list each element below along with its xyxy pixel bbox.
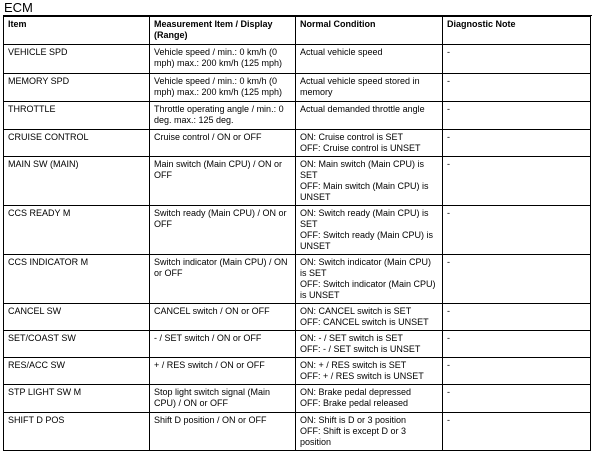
normal-condition-cell (296, 130, 443, 157)
condition-line: ON: Main switch (Main CPU) is SET (300, 159, 425, 180)
condition-line: ON: Switch indicator (Main CPU) is SET (300, 257, 432, 278)
diagnostic-note-cell: - (443, 255, 591, 304)
section-title: ECM (4, 0, 33, 15)
normal-condition-cell (296, 206, 443, 255)
condition-line: ON: Cruise control is SET (300, 132, 404, 142)
measurement-cell: Switch indicator (Main CPU) / ON or OFF (150, 255, 296, 304)
measurement-cell: Vehicle speed / min.: 0 km/h (0 mph) max.: 200 km/h (125 mph) (150, 45, 296, 74)
item-cell: VEHICLE SPD (4, 45, 150, 74)
condition-line: Actual vehicle speed stored in memory (300, 76, 420, 97)
column-header-diagnostic-note: Diagnostic Note (443, 17, 591, 45)
table-row (4, 413, 591, 451)
measurement-cell: Throttle operating angle / min.: 0 deg. max.: 125 deg. (150, 102, 296, 130)
condition-line: ON: Brake pedal depressed (300, 387, 412, 397)
condition-line: ON: Switch ready (Main CPU) is SET (300, 208, 429, 229)
diagnostic-note-cell: - (443, 157, 591, 206)
measurement-cell: CANCEL switch / ON or OFF (150, 304, 296, 331)
condition-line: OFF: + / RES switch is UNSET (300, 371, 424, 381)
normal-condition-cell (296, 157, 443, 206)
condition-line: OFF: Cruise control is UNSET (300, 143, 421, 153)
item-cell: SET/COAST SW (4, 331, 150, 358)
measurement-cell: Switch ready (Main CPU) / ON or OFF (150, 206, 296, 255)
table-row (4, 130, 591, 157)
condition-line: OFF: Main switch (Main CPU) is UNSET (300, 181, 429, 202)
condition-line: OFF: Switch ready (Main CPU) is UNSET (300, 230, 434, 251)
normal-condition-cell (296, 304, 443, 331)
condition-line: ON: + / RES switch is SET (300, 360, 407, 370)
measurement-cell: Main switch (Main CPU) / ON or OFF (150, 157, 296, 206)
condition-line: OFF: Switch indicator (Main CPU) is UNSET (300, 279, 436, 300)
item-cell: CCS READY M (4, 206, 150, 255)
measurement-cell: + / RES switch / ON or OFF (150, 358, 296, 385)
table-row (4, 385, 591, 413)
condition-line: Actual vehicle speed (300, 47, 383, 57)
diagnostic-note-cell: - (443, 74, 591, 102)
normal-condition-cell (296, 74, 443, 102)
table-row (4, 206, 591, 255)
table-header-row (4, 17, 591, 45)
item-cell: MAIN SW (MAIN) (4, 157, 150, 206)
ecm-data-table (3, 16, 591, 451)
condition-line: OFF: CANCEL switch is UNSET (300, 317, 429, 327)
table-row (4, 45, 591, 74)
diagnostic-note-cell: - (443, 331, 591, 358)
measurement-cell: Stop light switch signal (Main CPU) / ON or OFF (150, 385, 296, 413)
condition-line: OFF: Shift is except D or 3 position (300, 426, 407, 447)
measurement-cell: - / SET switch / ON or OFF (150, 331, 296, 358)
normal-condition-cell (296, 385, 443, 413)
normal-condition-cell (296, 102, 443, 130)
item-cell: MEMORY SPD (4, 74, 150, 102)
measurement-cell: Vehicle speed / min.: 0 km/h (0 mph) max.: 200 km/h (125 mph) (150, 74, 296, 102)
item-cell: THROTTLE (4, 102, 150, 130)
table-row (4, 102, 591, 130)
diagnostic-note-cell: - (443, 206, 591, 255)
normal-condition-cell (296, 358, 443, 385)
item-cell: RES/ACC SW (4, 358, 150, 385)
item-cell: CRUISE CONTROL (4, 130, 150, 157)
condition-line: OFF: - / SET switch is UNSET (300, 344, 421, 354)
normal-condition-cell (296, 331, 443, 358)
normal-condition-cell (296, 413, 443, 451)
diagnostic-note-cell: - (443, 385, 591, 413)
diagnostic-note-cell: - (443, 45, 591, 74)
table-row (4, 358, 591, 385)
condition-line: OFF: Brake pedal released (300, 398, 409, 408)
measurement-cell: Cruise control / ON or OFF (150, 130, 296, 157)
column-header-item: Item (4, 17, 150, 45)
condition-line: ON: Shift is D or 3 position (300, 415, 407, 425)
item-cell: CANCEL SW (4, 304, 150, 331)
item-cell: CCS INDICATOR M (4, 255, 150, 304)
measurement-cell: Shift D position / ON or OFF (150, 413, 296, 451)
diagnostic-note-cell: - (443, 102, 591, 130)
column-header-normal-condition: Normal Condition (296, 17, 443, 45)
diagnostic-note-cell: - (443, 358, 591, 385)
diagnostic-note-cell: - (443, 304, 591, 331)
table-row (4, 304, 591, 331)
condition-line: ON: CANCEL switch is SET (300, 306, 412, 316)
diagnostic-note-cell: - (443, 413, 591, 451)
normal-condition-cell (296, 45, 443, 74)
table-row (4, 255, 591, 304)
item-cell: STP LIGHT SW M (4, 385, 150, 413)
item-cell: SHIFT D POS (4, 413, 150, 451)
diagnostic-note-cell: - (443, 130, 591, 157)
condition-line: ON: - / SET switch is SET (300, 333, 403, 343)
condition-line: Actual demanded throttle angle (300, 104, 425, 114)
table-row (4, 331, 591, 358)
column-header-measurement: Measurement Item / Display (Range) (150, 17, 296, 45)
table-row (4, 157, 591, 206)
normal-condition-cell (296, 255, 443, 304)
table-row (4, 74, 591, 102)
